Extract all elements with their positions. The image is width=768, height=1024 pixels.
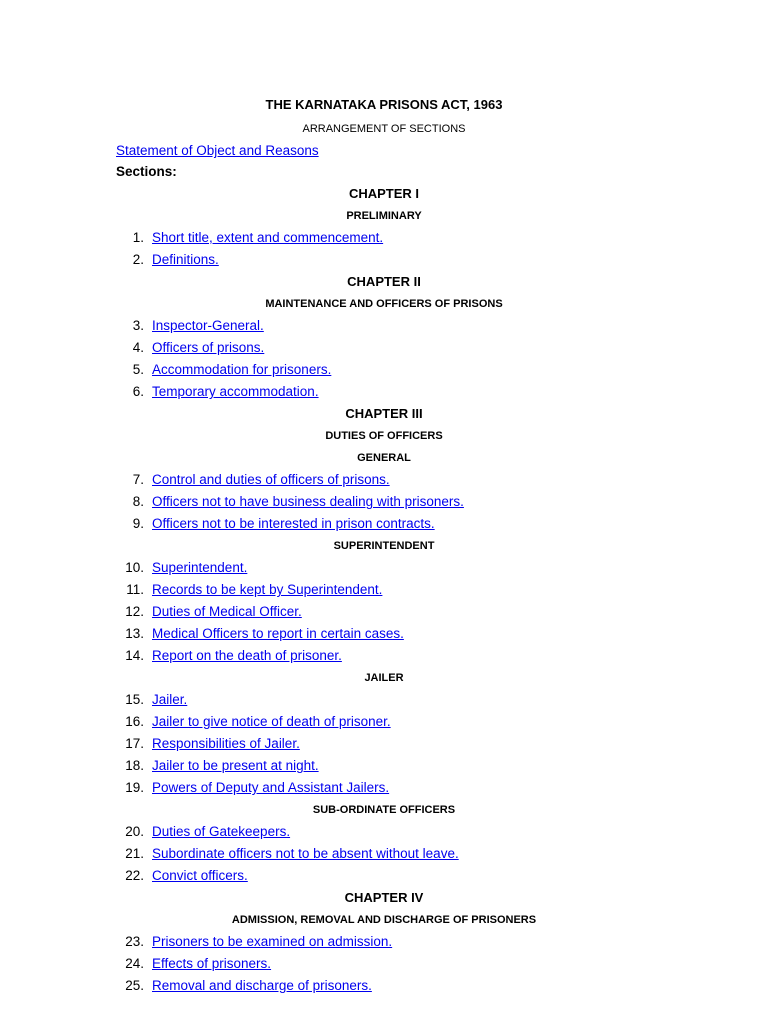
- section-number: 9.: [132, 516, 144, 531]
- section-link[interactable]: Duties of Medical Officer.: [152, 604, 302, 619]
- list-item: [0, 933, 768, 951]
- document-title: THE KARNATAKA PRISONS ACT, 1963: [265, 97, 503, 112]
- list-item: [0, 867, 768, 885]
- section-number: 5.: [132, 362, 144, 377]
- section-number: 12.: [125, 604, 144, 619]
- sections-label: Sections:: [116, 164, 177, 179]
- document-subtitle: ARRANGEMENT OF SECTIONS: [302, 123, 466, 135]
- list-item: [0, 317, 768, 335]
- section-link[interactable]: Superintendent.: [152, 560, 248, 575]
- section-number: 4.: [132, 340, 144, 355]
- section-link[interactable]: Officers of prisons.: [152, 340, 265, 355]
- section-number: 19.: [125, 780, 144, 795]
- section-number: 1.: [132, 230, 144, 245]
- section-number: 20.: [125, 824, 144, 839]
- section-number: 3.: [132, 318, 144, 333]
- list-item: [0, 823, 768, 841]
- list-item: [0, 229, 768, 247]
- section-number: 10.: [125, 560, 144, 575]
- chapter-heading: CHAPTER II: [347, 274, 421, 289]
- section-link[interactable]: Inspector-General.: [152, 318, 264, 333]
- section-link[interactable]: Jailer to give notice of death of prisoner.: [152, 714, 391, 729]
- section-number: 8.: [132, 494, 144, 509]
- list-item: [0, 361, 768, 379]
- section-link[interactable]: Effects of prisoners.: [152, 956, 272, 971]
- list-item: [0, 383, 768, 401]
- list-item: [0, 339, 768, 357]
- section-number: 13.: [125, 626, 144, 641]
- list-item: [0, 647, 768, 665]
- list-item: [0, 581, 768, 599]
- section-number: 22.: [125, 868, 144, 883]
- list-item: [0, 471, 768, 489]
- section-link[interactable]: Responsibilities of Jailer.: [152, 736, 300, 751]
- section-link[interactable]: Report on the death of prisoner.: [152, 648, 342, 663]
- section-group-heading: SUB-ORDINATE OFFICERS: [312, 804, 456, 816]
- section-link[interactable]: Officers not to be interested in prison contracts.: [152, 516, 435, 531]
- list-item: [0, 757, 768, 775]
- section-group-heading: GENERAL: [357, 452, 411, 464]
- section-link[interactable]: Jailer to be present at night.: [152, 758, 319, 773]
- statement-of-object-link[interactable]: Statement of Object and Reasons: [116, 143, 319, 158]
- section-link[interactable]: Duties of Gatekeepers.: [152, 824, 291, 839]
- list-item: [0, 713, 768, 731]
- section-link[interactable]: Powers of Deputy and Assistant Jailers.: [152, 780, 390, 795]
- section-number: 16.: [125, 714, 144, 729]
- section-number: 14.: [125, 648, 144, 663]
- section-number: 18.: [125, 758, 144, 773]
- section-link[interactable]: Control and duties of officers of prisons.: [152, 472, 390, 487]
- list-item: [0, 955, 768, 973]
- list-item: [0, 977, 768, 995]
- section-number: 6.: [132, 384, 144, 399]
- section-link[interactable]: Officers not to have business dealing with prisoners.: [152, 494, 464, 509]
- section-link[interactable]: Definitions.: [152, 252, 219, 267]
- section-number: 11.: [126, 582, 144, 597]
- list-item: [0, 691, 768, 709]
- list-item: [0, 779, 768, 797]
- list-item: [0, 735, 768, 753]
- section-group-heading: JAILER: [364, 672, 404, 684]
- section-group-heading: MAINTENANCE AND OFFICERS OF PRISONS: [265, 298, 503, 310]
- section-link[interactable]: Prisoners to be examined on admission.: [152, 934, 393, 949]
- section-group-heading: PRELIMINARY: [346, 210, 422, 222]
- list-item: [0, 559, 768, 577]
- chapter-heading: CHAPTER III: [345, 406, 423, 421]
- section-group-heading: DUTIES OF OFFICERS: [325, 430, 443, 442]
- section-number: 23.: [125, 934, 144, 949]
- section-number: 15.: [125, 692, 144, 707]
- list-item: [0, 251, 768, 269]
- section-link[interactable]: Temporary accommodation.: [152, 384, 319, 399]
- section-link[interactable]: Jailer.: [152, 692, 188, 707]
- section-number: 17.: [125, 736, 144, 751]
- list-item: [0, 493, 768, 511]
- section-number: 25.: [125, 978, 144, 993]
- section-number: 24.: [125, 956, 144, 971]
- section-link[interactable]: Accommodation for prisoners.: [152, 362, 332, 377]
- list-item: [0, 625, 768, 643]
- section-number: 7.: [132, 472, 144, 487]
- chapter-heading: CHAPTER IV: [344, 890, 424, 905]
- list-item: [0, 515, 768, 533]
- section-link[interactable]: Records to be kept by Superintendent.: [152, 582, 383, 597]
- chapter-heading: CHAPTER I: [348, 186, 420, 201]
- section-group-heading: SUPERINTENDENT: [333, 540, 435, 552]
- section-link[interactable]: Removal and discharge of prisoners.: [152, 978, 372, 993]
- section-number: 21.: [125, 846, 144, 861]
- list-item: [0, 845, 768, 863]
- section-number: 2.: [132, 252, 144, 267]
- section-link[interactable]: Short title, extent and commencement.: [152, 230, 384, 245]
- section-group-heading: ADMISSION, REMOVAL AND DISCHARGE OF PRISONERS: [231, 914, 537, 926]
- list-item: [0, 603, 768, 621]
- section-link[interactable]: Medical Officers to report in certain cases.: [152, 626, 404, 641]
- section-link[interactable]: Subordinate officers not to be absent without leave.: [152, 846, 459, 861]
- section-link[interactable]: Convict officers.: [152, 868, 248, 883]
